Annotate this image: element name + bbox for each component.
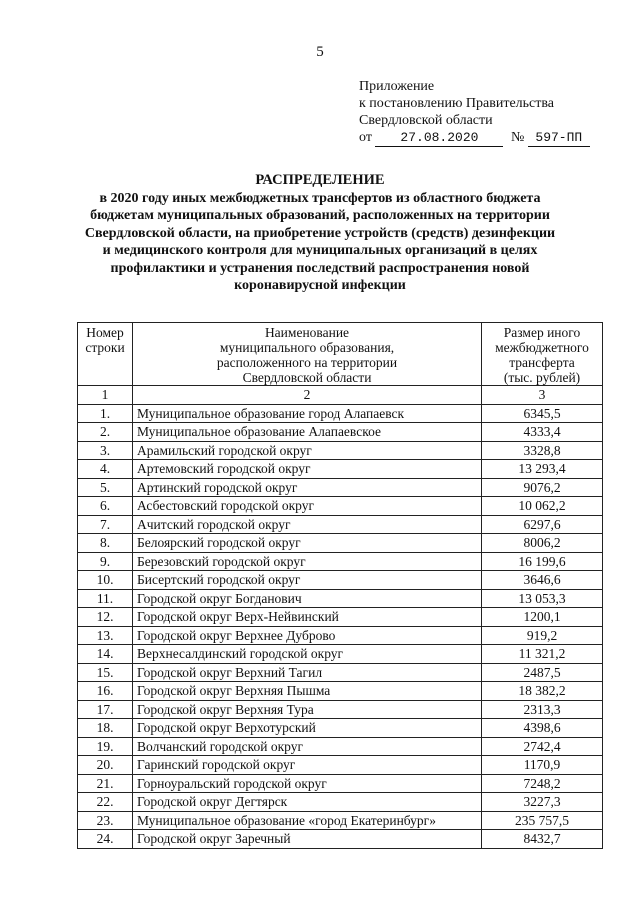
- amount-cell: 10 062,2: [482, 497, 603, 516]
- annex-line: Приложение: [359, 79, 435, 94]
- municipality-cell: Ачитский городской округ: [133, 515, 482, 534]
- municipality-cell: Городской округ Верх-Нейвинский: [133, 608, 482, 627]
- table-row: [78, 589, 603, 608]
- municipality-cell: Муниципальное образование город Алапаевск: [133, 404, 482, 423]
- row-number-cell: 22.: [78, 793, 133, 812]
- heading-line: коронавирусной инфекции: [234, 278, 406, 293]
- municipality-cell: Артемовский городской округ: [133, 460, 482, 479]
- municipality-cell: Верхнесалдинский городской округ: [133, 645, 482, 664]
- municipality-cell: Городской округ Верхнее Дуброво: [133, 626, 482, 645]
- table-row: [78, 682, 603, 701]
- row-number-cell: 23.: [78, 811, 133, 830]
- document-title: РАСПРЕДЕЛЕНИЕ: [255, 172, 385, 188]
- table-row: [78, 774, 603, 793]
- municipality-cell: Бисертский городской округ: [133, 571, 482, 590]
- table-row: [78, 608, 603, 627]
- amount-cell: 7248,2: [482, 774, 603, 793]
- amount-cell: 13 293,4: [482, 460, 603, 479]
- row-number-cell: 17.: [78, 700, 133, 719]
- header-row-number: Номер строки: [78, 323, 133, 386]
- table-row: [78, 793, 603, 812]
- municipality-cell: Городской округ Дегтярск: [133, 793, 482, 812]
- table-row: [78, 478, 603, 497]
- amount-cell: 8006,2: [482, 534, 603, 553]
- row-number-cell: 24.: [78, 830, 133, 849]
- table-row: [78, 497, 603, 516]
- municipality-cell: Городской округ Верхняя Тура: [133, 700, 482, 719]
- amount-cell: 919,2: [482, 626, 603, 645]
- amount-cell: 6345,5: [482, 404, 603, 423]
- annex-signature-line: [359, 129, 590, 147]
- row-number-cell: 13.: [78, 626, 133, 645]
- column-number: 1: [78, 386, 133, 405]
- row-number-cell: 16.: [78, 682, 133, 701]
- amount-cell: 11 321,2: [482, 645, 603, 664]
- row-number-cell: 8.: [78, 534, 133, 553]
- table-row: [78, 626, 603, 645]
- amount-cell: 235 757,5: [482, 811, 603, 830]
- municipality-cell: Горноуральский городской округ: [133, 774, 482, 793]
- amount-cell: 4333,4: [482, 423, 603, 442]
- decree-date: 27.08.2020: [375, 129, 503, 147]
- document-heading: [70, 172, 570, 295]
- amount-cell: 8432,7: [482, 830, 603, 849]
- table-row: [78, 515, 603, 534]
- table-row: [78, 719, 603, 738]
- municipality-cell: Муниципальное образование Алапаевское: [133, 423, 482, 442]
- row-number-cell: 21.: [78, 774, 133, 793]
- amount-cell: 1200,1: [482, 608, 603, 627]
- table-row: [78, 663, 603, 682]
- table-row: [78, 441, 603, 460]
- heading-line: бюджетам муниципальных образований, расположенных на территории: [90, 208, 550, 223]
- amount-cell: 16 199,6: [482, 552, 603, 571]
- row-number-cell: 1.: [78, 404, 133, 423]
- municipality-cell: Муниципальное образование «город Екатеринбург»: [133, 811, 482, 830]
- row-number-cell: 18.: [78, 719, 133, 738]
- amount-cell: 3227,3: [482, 793, 603, 812]
- municipality-cell: Городской округ Верхотурский: [133, 719, 482, 738]
- municipality-cell: Городской округ Заречный: [133, 830, 482, 849]
- municipality-cell: Волчанский городской округ: [133, 737, 482, 756]
- row-number-cell: 2.: [78, 423, 133, 442]
- heading-line: профилактики и устранения последствий распространения новой: [110, 260, 530, 276]
- row-number-cell: 10.: [78, 571, 133, 590]
- table-row: [78, 460, 603, 479]
- row-number-cell: 5.: [78, 478, 133, 497]
- municipality-cell: Белоярский городской округ: [133, 534, 482, 553]
- annex-block: [359, 78, 590, 147]
- row-number-cell: 9.: [78, 552, 133, 571]
- table-row: [78, 534, 603, 553]
- amount-cell: 4398,6: [482, 719, 603, 738]
- municipality-cell: Городской округ Верхний Тагил: [133, 663, 482, 682]
- table-row: [78, 423, 603, 442]
- municipality-cell: Арамильский городской округ: [133, 441, 482, 460]
- row-number-cell: 11.: [78, 589, 133, 608]
- decree-number: 597-ПП: [528, 129, 590, 147]
- amount-cell: 1170,9: [482, 756, 603, 775]
- municipality-cell: Гаринский городской округ: [133, 756, 482, 775]
- amount-cell: 2742,4: [482, 737, 603, 756]
- amount-cell: 9076,2: [482, 478, 603, 497]
- amount-cell: 3646,6: [482, 571, 603, 590]
- row-number-cell: 6.: [78, 497, 133, 516]
- column-number-row: [78, 386, 603, 405]
- municipality-cell: Городской округ Верхняя Пышма: [133, 682, 482, 701]
- amount-cell: 6297,6: [482, 515, 603, 534]
- header-amount: Размер иного межбюджетного трансферта (тыс. рублей): [482, 323, 603, 386]
- municipality-cell: Асбестовский городской округ: [133, 497, 482, 516]
- row-number-cell: 3.: [78, 441, 133, 460]
- heading-line: и медицинского контроля для муниципальных организаций в целях: [102, 243, 538, 258]
- table-row: [78, 830, 603, 849]
- annex-line: к постановлению Правительства: [359, 96, 555, 111]
- row-number-cell: 4.: [78, 460, 133, 479]
- table-row: [78, 571, 603, 590]
- row-number-cell: 7.: [78, 515, 133, 534]
- row-number-cell: 19.: [78, 737, 133, 756]
- municipality-cell: Березовский городской округ: [133, 552, 482, 571]
- table-header-row: [78, 323, 603, 386]
- amount-cell: 18 382,2: [482, 682, 603, 701]
- table-row: [78, 404, 603, 423]
- page-number: 5: [316, 44, 324, 60]
- table-row: [78, 811, 603, 830]
- table-row: [78, 756, 603, 775]
- amount-cell: 13 053,3: [482, 589, 603, 608]
- column-number: 3: [482, 386, 603, 405]
- amount-cell: 2313,3: [482, 700, 603, 719]
- distribution-table: [77, 322, 603, 849]
- date-prefix: от: [359, 130, 372, 145]
- table-row: [78, 737, 603, 756]
- row-number-cell: 14.: [78, 645, 133, 664]
- annex-line: Свердловской области: [359, 113, 493, 128]
- table-row: [78, 700, 603, 719]
- table-row: [78, 552, 603, 571]
- column-number: 2: [133, 386, 482, 405]
- heading-line: Свердловской области, на приобретение устройств (средств) дезинфекции: [84, 225, 556, 241]
- municipality-cell: Городской округ Богданович: [133, 589, 482, 608]
- heading-line: в 2020 году иных межбюджетных трансфертов из областного бюджета: [99, 190, 541, 206]
- municipality-cell: Артинский городской округ: [133, 478, 482, 497]
- row-number-cell: 12.: [78, 608, 133, 627]
- table-row: [78, 645, 603, 664]
- row-number-cell: 20.: [78, 756, 133, 775]
- row-number-cell: 15.: [78, 663, 133, 682]
- amount-cell: 3328,8: [482, 441, 603, 460]
- header-municipality: Наименование муниципального образования, расположенного на территории Свердловской области: [133, 323, 482, 386]
- amount-cell: 2487,5: [482, 663, 603, 682]
- number-prefix: №: [510, 130, 525, 145]
